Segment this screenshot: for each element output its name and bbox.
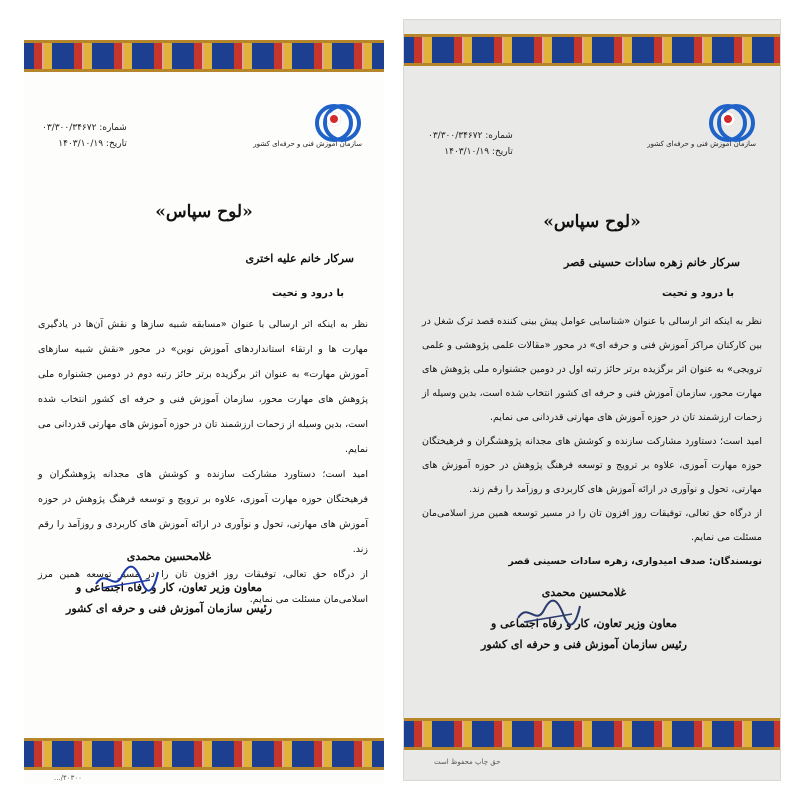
body-paragraph-2: امید است؛ دستاورد مشارکت سازنده و کوشش های مجدانه پژوهشگران و فرهیختگان حوزه مهارت آموزی، علاوه بر ترویج و توسعه فرهنگ پژوهش در حوزه آموزش های مهارتی، تحول و نوآوری در ارائه آموزش های کاربردی و روزآمد را رقم زند. [422, 436, 762, 495]
footer-note: ۴۰۳۰۰/... [54, 774, 82, 782]
body-paragraph-3: از درگاه حق تعالی، توفیقات روز افزون تان را در مسیر توسعه همین مرز اسلامی‌مان مسئلت می نمایم. [38, 569, 368, 605]
certificate-body [422, 310, 762, 574]
body-paragraph-2: امید است؛ دستاورد مشارکت سازنده و کوشش های مجدانه پژوهشگران و فرهیختگان حوزه مهارت آموزی، علاوه بر ترویج و توسعه فرهنگ پژوهش در حوزه آموزش های مهارتی، تحول و نوآوری در ارائه آموزش های کاربردی و روزآمد را رقم زند. [38, 469, 368, 555]
certificate-heading: «لوح سپاس» [543, 212, 641, 232]
organization-logo [647, 102, 756, 148]
letter-date: تاریخ: ۱۴۰۳/۱۰/۱۹ [444, 147, 513, 157]
greeting: با درود و تحیت [661, 288, 734, 299]
signer-name: غلامحسین محمدی [541, 586, 627, 599]
recipient-name: سرکار خانم زهره سادات حسینی قصر [564, 256, 740, 269]
signer-title-2: رئیس سازمان آموزش فنی و حرفه ای کشور [66, 602, 272, 615]
organization-logo [253, 102, 362, 148]
handwritten-signature [92, 562, 162, 596]
body-paragraph-1: نظر به اینکه اثر ارسالی با عنوان «شناسایی عوامل پیش بینی کننده قصد ترک شغل در بین کارکنان مراکز آموزش فنی و حرفه ای» در محور «مقالات علمی پژوهشی و علمی ترویجی» به عنوان اثر برگزیده برتر حائز رتبه اول در دومین جشنواره ملی پژوهش های مهارت محور، سازمان آموزش فنی و حرفه ای کشور انتخاب شده است، بدین وسیله از زحمات ارزشمند تان در حوزه آموزش های مهارتی قدردانی می نمایم. [422, 316, 762, 423]
body-paragraph-1: نظر به اینکه اثر ارسالی با عنوان «مسابقه شبیه سازها و نقش آن‌ها در یادگیری مهارت ها و ارتقاء استانداردهای آموزش نوین» در محور «نقش شبیه سازهای آموزش مهارت» به عنوان اثر برگزیده برتر حائز رتبه دوم در دومین جشنواره ملی پژوهش های مهارت محور، سازمان آموزش فنی و حرفه ای کشور انتخاب شده است، بدین وسیله از زحمات ارزشمند تان در حوزه آموزش های مهارتی قدردانی می نمایم. [38, 319, 368, 455]
letter-number: شماره: ۰۳/۳۰۰/۳۴۶۷۲ [428, 131, 513, 141]
decorative-border-top [404, 34, 780, 66]
signer-title-1: معاون وزیر تعاون، کار و رفاه اجتماعی و [76, 581, 262, 594]
logo-text: سازمان آموزش فنی و حرفه‌ای کشور [647, 140, 756, 148]
signer-title-2: رئیس سازمان آموزش فنی و حرفه ای کشور [481, 638, 687, 651]
decorative-border-bottom [404, 718, 780, 750]
body-paragraph-3: از درگاه حق تعالی، توفیقات روز افزون تان را در مسیر توسعه همین مرز اسلامی‌مان مسئلت می نمایم. [422, 508, 762, 543]
signature-block [54, 550, 284, 615]
authors-line: نویسندگان: صدف امیدواری، زهره سادات حسینی قصر [508, 556, 762, 567]
greeting: با درود و تحیت [271, 288, 344, 299]
recipient-name: سرکار خانم علیه اختری [245, 252, 354, 265]
certificate-left [24, 40, 384, 784]
letter-number: شماره: ۰۳/۳۰۰/۳۴۶۷۲ [42, 123, 127, 133]
decorative-border-bottom [24, 738, 384, 770]
certificate-right [404, 20, 780, 780]
decorative-border-top [24, 40, 384, 72]
logo-text: سازمان آموزش فنی و حرفه‌ای کشور [253, 140, 362, 148]
certificate-heading: «لوح سپاس» [155, 202, 253, 222]
letter-date: تاریخ: ۱۴۰۳/۱۰/۱۹ [58, 139, 127, 149]
signer-title-1: معاون وزیر تعاون، کار و رفاه اجتماعی و [491, 617, 677, 630]
footer-note: حق چاپ محفوظ است [434, 758, 501, 766]
logo-icon [707, 102, 749, 138]
signature-block [464, 586, 704, 651]
logo-icon [313, 102, 355, 138]
handwritten-signature [514, 596, 584, 630]
letter-meta [428, 128, 513, 160]
signer-name: غلامحسین محمدی [126, 550, 212, 563]
letter-meta [42, 120, 127, 152]
